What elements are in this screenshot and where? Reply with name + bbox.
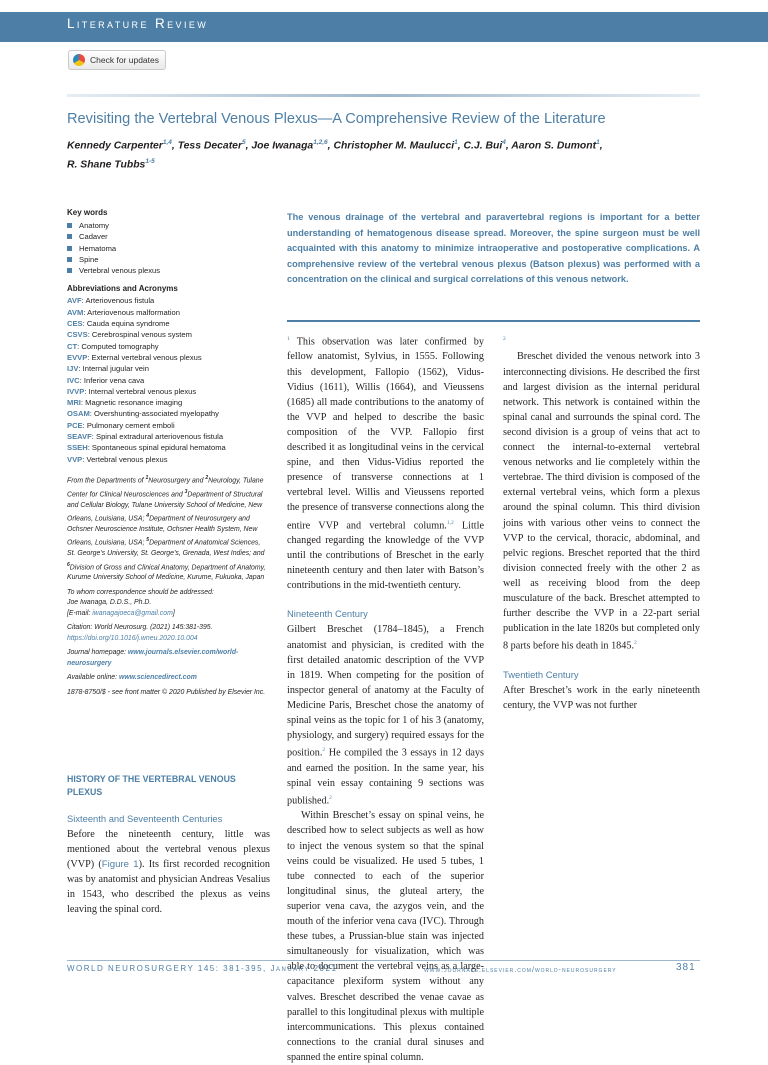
paragraph-text: He compiled the 3 essays in 12 days and earned the position. In the same year, his spinal vein essay containing 9 sections was published. xyxy=(287,747,484,807)
author-name: Tess Decater xyxy=(177,140,242,152)
email-label: [E-mail: xyxy=(67,609,93,617)
abbreviation-term: IVC xyxy=(67,375,80,385)
reference-link[interactable]: 1 xyxy=(287,336,290,342)
reference-link[interactable]: 2 xyxy=(503,336,506,342)
abbreviation-item: IVC: Inferior vena cava xyxy=(67,375,145,385)
affiliation-text: Neurosurgery and xyxy=(148,477,206,485)
paragraph xyxy=(67,827,270,918)
abbreviation-item: EVVP: External vertebral venous plexus xyxy=(67,352,202,362)
affiliation-text: Neurology, Tulane Center for Clinical Neurosciences and xyxy=(67,477,264,499)
paragraph xyxy=(287,622,484,808)
keyword-item xyxy=(67,220,269,231)
author-affiliation: 1 xyxy=(454,139,458,146)
abbreviation-definition: Spontaneous spinal epidural hematoma xyxy=(91,443,226,453)
abbreviation-term: AVF xyxy=(67,296,82,306)
keyword-item xyxy=(67,243,269,254)
abbreviation-definition: External vertebral venous plexus xyxy=(91,352,202,362)
keyword-item xyxy=(67,254,269,265)
abbreviation-definition: Magnetic resonance imaging xyxy=(85,398,183,408)
abbreviation-definition: Computed tomography xyxy=(81,341,159,351)
correspondence xyxy=(67,588,269,620)
subsection-heading: Nineteenth Century xyxy=(287,608,368,620)
author-affiliation: 1,2,6 xyxy=(313,139,328,146)
abbreviation-term: IJV xyxy=(67,364,79,374)
abbreviation-term: CT xyxy=(67,341,78,351)
abbreviation-definition: Cerebrospinal venous system xyxy=(91,330,192,340)
keywords-heading: Key words xyxy=(67,208,108,217)
abbreviation-definition: Arteriovenous malformation xyxy=(87,307,180,317)
author-name: Kennedy Carpenter xyxy=(67,140,163,152)
abbreviation-term: CES xyxy=(67,319,83,329)
author-affiliation: 4 xyxy=(502,139,506,146)
paragraph-text: Breschet divided the venous network into 3 interconnecting divisions. He described the first and largest division as the internal peridural network. This network is contained within the spinal canal and surrounds the spinal cord. The second division is a group of veins that act to connect the internal-to-external vertebral venous networks and lie completely within the vertebrae. The third division is composed of the external vertebral veins, which form a plexus around the spinal column. This third division joins with various other veins to connect the VVP to the cervical, thoracic, abdominal, and pelvic regions. Breschet reported that the third division connected freely with the other 2 as well as receiving blood from the deep musculature of the back. Breschet attempted to further describe the VVP in a 22-part serial publication in the late 1820s but completed only 8 parts before his death in 1845. xyxy=(503,351,700,652)
paragraph xyxy=(503,683,700,713)
abbreviation-definition: Pulmonary cement emboli xyxy=(86,420,175,430)
footer-journal: WORLD NEUROSURGERY 145: 381-395, January 2021 xyxy=(67,964,338,973)
abbreviation-list xyxy=(67,295,269,464)
affiliation-number: 4 xyxy=(146,513,150,520)
reference-link[interactable]: 2 xyxy=(329,794,332,801)
abstract: The venous drainage of the vertebral and paravertebral regions is important for a better understanding of hematogenous disease spread. Moreover, the spine surgeon must be well acquainted with this anatomy to minimize intraoperative and postoperative complications. A comprehensive review of the vertebral venous plexus (Batson plexus) was performed with a concentration on the clinical and surgical correlations of this venous network. xyxy=(287,212,700,285)
author-affiliation: 1,4 xyxy=(162,139,172,146)
abbreviation-definition: Arteriovenous fistula xyxy=(85,296,155,306)
abbreviation-term: CSVS xyxy=(67,330,88,340)
body-column-2 xyxy=(287,332,484,1065)
sciencedirect-link[interactable]: www.sciencedirect.com xyxy=(118,674,197,682)
paragraph-text: This observation was later confirmed by fellow anatomist, Sylvius, in 1555. Following this development, Fallopio (1562), Vidus-Vidius (1611), Willis (1664), and Vieussens (1685) all made contributions to the anatomy of the VVP and helped to describe the basic composition of the VVP. Fallopio first described it as longitudinal veins in the cervical spine, and then Vidus-Vidius reported the presence of transverse connections at 1 vertebral level. Willis and Vieussens reported the presence of transverse connections along the entire VVP and vertebral column. xyxy=(287,336,484,531)
abbreviation-item: MRI: Magnetic resonance imaging xyxy=(67,398,183,408)
affiliation-text: Department of Structural and Cellular Biology, Tulane University School of Medicine, New Orleans, Louisiana, USA; xyxy=(67,491,263,523)
bullet-square-icon xyxy=(67,246,72,251)
bullet-square-icon xyxy=(67,257,72,262)
abbreviation-term: AVM xyxy=(67,307,84,317)
reference-link[interactable]: 2 xyxy=(322,747,326,754)
citation-text: Citation: World Neurosurg. (2021) 145:381-395. xyxy=(67,624,213,632)
author-name: Joe Iwanaga xyxy=(251,140,314,152)
paragraph-text: After Breschet’s work in the early nineteenth century, the VVP was not further xyxy=(503,684,700,711)
abbreviation-item: SEAVF: Spinal extradural arteriovenous fistula xyxy=(67,432,224,442)
keyword-item xyxy=(67,231,269,242)
affiliation-text: Department of Neurosurgery and Ochsner Neuroscience Institute, Ochsner Health System, New Orleans, Louisiana, USA; xyxy=(67,515,258,547)
bullet-square-icon xyxy=(67,234,72,239)
section-heading: HISTORY OF THE VERTEBRAL VENOUS PLEXUS xyxy=(67,774,236,797)
bullet-square-icon xyxy=(67,268,72,273)
paragraph-text: Gilbert Breschet (1784–1845), a French anatomist and physician, is credited with the first detailed anatomic description of the VVP in 1819. When competing for the position of inspector general of anatomy at the Faculty of Medicine Paris, Breschet chose the anatomy of spinal veins as the topic for 1 of his 3 (anatomy, physiology, and surgery) required essays for the position. xyxy=(287,624,484,759)
abbreviation-item: IJV: Internal jugular vein xyxy=(67,364,149,374)
abbreviation-definition: Vertebral venous plexus xyxy=(86,454,168,464)
affiliation-text: Department of Anatomical Sciences, St. George’s University, St. George’s, Grenada, West Indies; and xyxy=(67,539,265,558)
correspondence-label: To whom correspondence should be addressed: xyxy=(67,588,214,596)
paragraph-text: Before the nineteenth century, little was mentioned about the vertebral venous plexus (VVP) ( xyxy=(67,829,270,871)
section-label: Literature Review xyxy=(67,16,209,31)
title-divider xyxy=(67,94,700,97)
affiliation-number: 6 xyxy=(67,561,70,568)
abbreviation-item: SSEH: Spontaneous spinal epidural hematoma xyxy=(67,443,226,453)
doi-link[interactable]: https://doi.org/10.1016/j.wneu.2020.10.004 xyxy=(67,634,198,642)
homepage-label: Journal homepage: xyxy=(67,649,128,657)
abbreviation-definition: Cauda equina syndrome xyxy=(86,319,170,329)
keyword-text: Anatomy xyxy=(79,221,109,230)
correspondence-name: Joe Iwanaga, D.D.S., Ph.D. xyxy=(67,599,152,607)
affiliation-text: Division of Gross and Clinical Anatomy, Department of Anatomy, Kurume University School of Medicine, Kurume, Fukuoka, Japan xyxy=(67,563,266,582)
abbreviation-item: AVM: Arteriovenous malformation xyxy=(67,307,180,317)
sidebar xyxy=(67,208,269,698)
page-number: 381 xyxy=(676,962,696,973)
abbreviation-item: CSVS: Cerebrospinal venous system xyxy=(67,330,192,340)
citation xyxy=(67,623,269,644)
abbreviation-item: PCE: Pulmonary cement emboli xyxy=(67,420,175,430)
body-column-3 xyxy=(503,332,700,713)
keyword-text: Spine xyxy=(79,254,99,264)
reference-link[interactable]: 2 xyxy=(634,640,637,647)
abbreviation-definition: Internal jugular vein xyxy=(82,364,149,374)
abstract-divider xyxy=(287,320,700,322)
abbreviation-term: OSAM xyxy=(67,409,90,419)
abbreviation-item: CES: Cauda equina syndrome xyxy=(67,319,170,329)
author-affiliation: 1-5 xyxy=(145,158,155,166)
author-name: R. Shane Tubbs xyxy=(67,159,146,171)
abbreviation-definition: Overshunting-associated myelopathy xyxy=(94,409,219,419)
affiliation-number: 3 xyxy=(184,488,188,495)
abbreviation-item: OSAM: Overshunting-associated myelopathy xyxy=(67,409,219,419)
check-for-updates-label: Check for updates xyxy=(90,55,159,65)
author-affiliation: 1 xyxy=(596,139,600,146)
paragraph-text: Within Breschet’s essay on spinal veins, he described how to select subjects as well as how to inject the venous system so that the spinal veins could be visualized. He used 5 tubes, 1 tube connected to each of the superior longitudinal sinus, the gluteal artery, the superior vena cava, the azygos vein, and the mouth of the inferior vena cava (IVC). Through these tubes, a Prussian-blue stain was injected simultaneously for visualization, which was able to document the vertebral veins as a large-capacitance plexiform system without any valves. Breschet described the venae cavae as parallel to this longitudinal plexus with multiple intercommunications. This plexus contained connections to the cranial dural sinuses and spanned the entire spinal column. xyxy=(287,810,484,1063)
check-for-updates-button[interactable] xyxy=(68,50,166,70)
crossmark-icon xyxy=(73,54,85,66)
author-name: C.J. Bui xyxy=(463,140,503,152)
article-title: Revisiting the Vertebral Venous Plexus—A Comprehensive Review of the Literature xyxy=(67,111,606,127)
abbreviation-term: SEAVF xyxy=(67,432,92,442)
email-close: ] xyxy=(172,609,175,617)
paragraph xyxy=(287,332,484,593)
abbreviations-heading: Abbreviations and Acronyms xyxy=(67,284,178,294)
email-link[interactable]: iwanagajoeca@gmail.com xyxy=(92,609,173,617)
abbreviation-item: VVP: Vertebral venous plexus xyxy=(67,454,168,464)
bullet-square-icon xyxy=(67,223,72,228)
homepage-link[interactable]: www.journals.elsevier.com/world-neurosurgery xyxy=(67,649,239,667)
abbreviation-item: AVF: Arteriovenous fistula xyxy=(67,296,155,306)
abbreviation-definition: Spinal extradural arteriovenous fistula xyxy=(96,432,224,442)
affiliation-number: 2 xyxy=(205,474,209,481)
affiliation-prefix: From the Departments of xyxy=(67,477,146,485)
paragraph-text: ). Its first recorded recognition was by anatomist and physician Andreas Vesalius in 1543, who described the plexus as veins leaving the spinal cord. xyxy=(67,859,270,916)
keyword-text: Hematoma xyxy=(79,243,117,253)
abbreviation-term: SSEH xyxy=(67,443,88,453)
correspondence-email xyxy=(67,609,269,620)
paragraph-text: Little changed regarding the knowledge of the VVP until the contributions of Breschet in the early nineteenth century and then later with Batson’s contributions in the mid-twentieth century. xyxy=(287,519,484,592)
available-online xyxy=(67,673,269,684)
author-name: Christopher M. Maulucci xyxy=(333,140,455,152)
figure-1-link[interactable]: Figure 1 xyxy=(101,859,139,871)
abbreviation-term: MRI xyxy=(67,398,81,408)
keyword-text: Vertebral venous plexus xyxy=(79,266,161,276)
author-list: Kennedy Carpenter$^{1,4}$, Tess Decater$^5$, Joe Iwanaga$^{1,2,6}$, Christopher M. Maulucci$^1$, C.J. Bui$^4$, Aaron S. Dumont$^1$, R. Shane Tubbs$^{1-5}$ xyxy=(67,139,603,171)
paragraph xyxy=(503,332,700,349)
paragraph xyxy=(503,349,700,653)
affiliations xyxy=(67,473,269,584)
subsection-heading: Sixteenth and Seventeenth Centuries xyxy=(67,813,223,824)
abbreviation-item: IVVP: Internal vertebral venous plexus xyxy=(67,386,197,396)
body-column-1 xyxy=(67,827,270,918)
abbreviation-term: VVP xyxy=(67,454,83,464)
copyright: 1878-8750/$ - see front matter © 2020 Published by Elsevier Inc. xyxy=(67,688,266,696)
abbreviation-term: IVVP xyxy=(67,386,85,396)
abbreviation-term: PCE xyxy=(67,420,83,430)
available-label: Available online: xyxy=(67,674,119,682)
journal-homepage xyxy=(67,648,269,669)
abbreviation-term: EVVP xyxy=(67,352,88,362)
keyword-text: Cadaver xyxy=(79,232,108,242)
keyword-item xyxy=(67,265,269,276)
affiliation-number: 1 xyxy=(145,474,149,481)
author-name: Aaron S. Dumont xyxy=(511,140,597,152)
footer-divider xyxy=(67,960,700,961)
footer-url[interactable]: www.journals.elsevier.com/world-neurosurgery xyxy=(424,965,617,974)
abbreviation-item: CT: Computed tomography xyxy=(67,341,159,351)
abbreviation-definition: Inferior vena cava xyxy=(83,375,145,385)
abbreviation-definition: Internal vertebral venous plexus xyxy=(88,386,197,396)
affiliation-number: 5 xyxy=(146,537,150,544)
paragraph xyxy=(287,808,484,1065)
reference-link[interactable]: 1,2 xyxy=(446,519,454,526)
subsection-heading: Twentieth Century xyxy=(503,668,579,680)
author-affiliation: 5 xyxy=(242,139,246,146)
